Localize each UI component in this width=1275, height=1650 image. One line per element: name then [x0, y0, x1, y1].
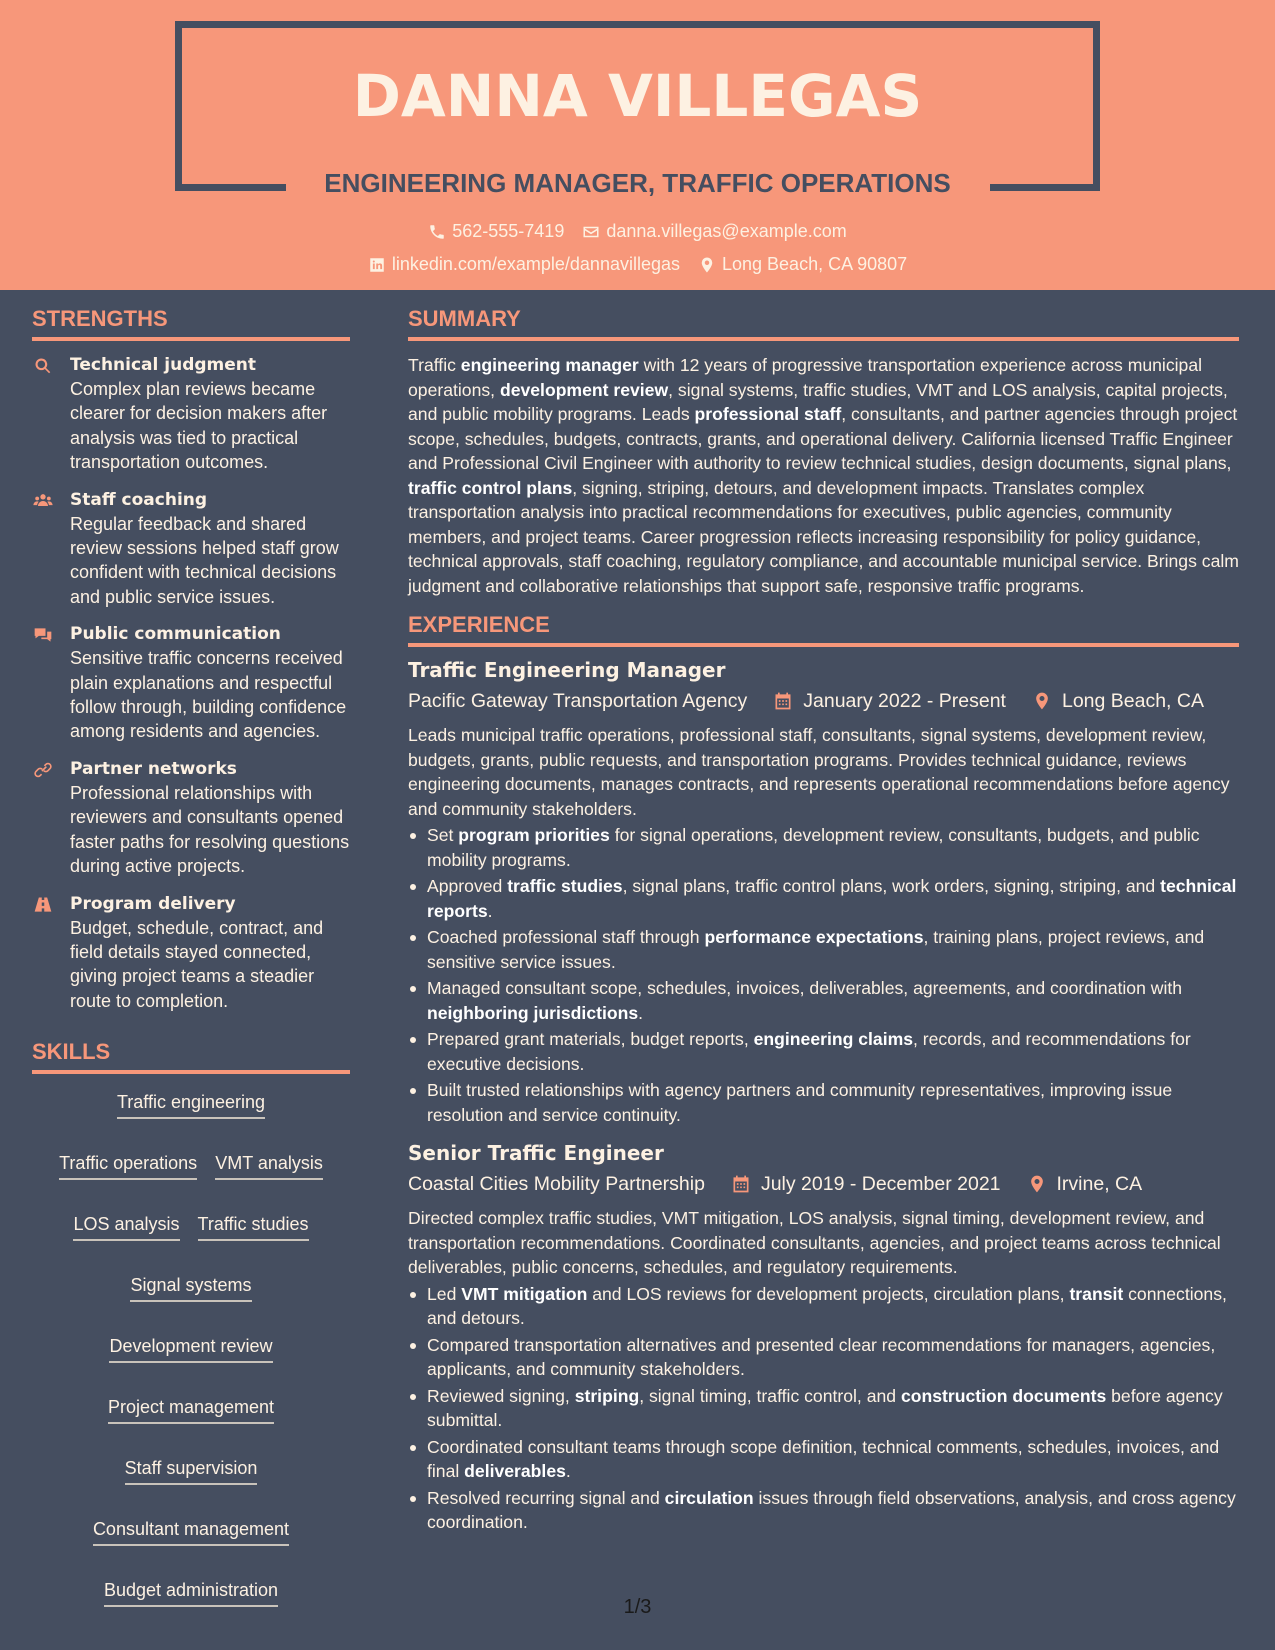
bold-phrase: construction documents	[900, 1385, 1107, 1406]
summary-text: Traffic engineering manager with 12 years of progressive transportation experience across municipal operations, development review, signal systems, traffic studies, VMT and LOS analysis, capital projects, and public mobility programs. Leads professional staff, consultants, and partner agencies through project scope, schedules, budgets, contracts, grants, and operational delivery. California licensed Traffic Engineer and Professional Civil Engineer with authority to review technical studies, design documents, signal plans, traffic control plans, signing, striping, detours, and development impacts. Translates complex transportation analysis into practical recommendations for executives, public agencies, community members, and project teams. Career progression reflects increasing responsibility for policy guidance, technical approvals, staff coaching, regulatory compliance, and accountable municipal service. Brings calm judgment and collaborative relationships that support safe, responsive traffic programs.	[408, 355, 1239, 596]
strength-title: Program delivery	[70, 893, 236, 914]
contact-row-1	[0, 221, 1275, 242]
strength-item	[32, 757, 350, 879]
calendar-icon	[731, 1174, 751, 1194]
bold-phrase: professional staff	[694, 404, 842, 424]
skill-tag: LOS analysis	[73, 1212, 179, 1241]
job-dates: January 2022 - Present	[803, 690, 1006, 712]
link-icon	[32, 760, 54, 780]
job-dates: July 2019 - December 2021	[760, 1173, 1001, 1195]
strengths-heading: STRENGTHS	[32, 306, 350, 341]
job-bullet: Led VMT mitigation and LOS reviews for development projects, circulation plans, transit connections, and detours.	[408, 1282, 1239, 1331]
job-meta	[408, 1170, 1239, 1198]
location-text: Long Beach, CA 90807	[722, 254, 908, 274]
job-description: Leads municipal traffic operations, professional staff, consultants, signal systems, development review, budgets, grants, public requests, and transportation programs. Provides technical guidance, reviews engineering documents, manages contracts, and represents operational recommendations before agency and community stakeholders.	[408, 725, 1230, 819]
page-number: 1/3	[623, 1596, 652, 1618]
strength-item	[32, 892, 350, 1014]
candidate-title: ENGINEERING MANAGER, TRAFFIC OPERATIONS	[324, 168, 951, 198]
job-entry	[408, 656, 1239, 1127]
map-pin-icon	[698, 256, 716, 274]
experience-heading: EXPERIENCE	[408, 612, 1239, 647]
bold-phrase: neighboring jurisdictions	[427, 1002, 639, 1023]
job-company: Pacific Gateway Transportation Agency	[408, 690, 748, 712]
bold-phrase: traffic control plans	[408, 477, 573, 498]
right-column	[408, 306, 1239, 1537]
bold-phrase: transit	[1069, 1283, 1124, 1304]
job-bullet: Reviewed signing, striping, signal timing, traffic control, and construction documents before agency submittal.	[408, 1384, 1239, 1433]
summary-heading: SUMMARY	[408, 306, 1239, 341]
job-entry	[408, 1139, 1239, 1535]
skill-tag: Consultant management	[93, 1517, 289, 1546]
bold-phrase: engineering manager	[460, 355, 639, 375]
strength-text: Professional relationships with reviewers and consultants opened faster paths for resolving questions during active projects.	[70, 782, 350, 877]
job-description: Directed complex traffic studies, VMT mitigation, LOS analysis, signal timing, development review, and transportation recommendations. Coordinated consultants, agencies, and project teams across technical deliverables, public concerns, schedules, and regulatory requirements.	[408, 1208, 1221, 1277]
job-bullet: Compared transportation alternatives and presented clear recommendations for managers, agencies, applicants, and community stakeholders.	[408, 1333, 1239, 1382]
strength-title: Technical judgment	[70, 355, 257, 375]
map-pin-icon	[1027, 1174, 1047, 1194]
bold-phrase: program priorities	[458, 825, 610, 845]
job-bullet: Managed consultant scope, schedules, invoices, deliverables, agreements, and coordination with neighboring jurisdictions.	[408, 976, 1239, 1025]
job-location: Long Beach, CA	[1061, 690, 1204, 712]
strength-title: Public communication	[70, 624, 281, 645]
candidate-name: DANNA VILLEGAS	[352, 62, 923, 130]
skills-heading: SKILLS	[32, 1039, 350, 1074]
strength-text: Sensitive traffic concerns received plain explanations and respectful follow through, building confidence among residents and agencies.	[70, 648, 347, 742]
search-icon	[32, 356, 54, 376]
strength-text: Complex plan reviews became clearer for decision makers after analysis was tied to practical transportation outcomes.	[70, 379, 328, 473]
bold-phrase: traffic studies	[507, 876, 623, 896]
strength-item	[32, 488, 350, 610]
email-text: danna.villegas@example.com	[606, 221, 847, 241]
job-bullet: Coordinated consultant teams through scope definition, technical comments, schedules, invoices, and final deliverables.	[408, 1435, 1239, 1484]
linkedin-text: linkedin.com/example/dannavillegas	[391, 254, 680, 274]
calendar-icon	[773, 691, 793, 711]
bold-phrase: engineering claims	[753, 1029, 914, 1049]
job-bullets	[408, 823, 1239, 1127]
job-bullet: Prepared grant materials, budget reports, engineering claims, records, and recommendations for executive decisions.	[408, 1027, 1239, 1076]
contact-row-2	[0, 254, 1275, 275]
job-bullet: Built trusted relationships with agency partners and community representatives, improving issue resolution and service continuity.	[408, 1078, 1239, 1127]
phone-icon	[428, 223, 446, 241]
skill-tag: Project management	[108, 1395, 274, 1424]
strength-item	[32, 353, 350, 475]
job-company: Coastal Cities Mobility Partnership	[408, 1173, 705, 1195]
linkedin-icon	[368, 256, 386, 274]
strength-title: Staff coaching	[70, 489, 208, 510]
users-icon	[32, 491, 54, 511]
skill-tag: VMT analysis	[215, 1151, 323, 1180]
job-bullet: Set program priorities for signal operations, development review, consultants, budgets, and public mobility programs.	[408, 823, 1239, 872]
strength-text: Budget, schedule, contract, and field details stayed connected, giving project teams a steadier route to completion.	[70, 917, 324, 1011]
job-meta	[408, 687, 1239, 715]
left-column	[32, 306, 350, 1607]
map-pin-icon	[1032, 691, 1052, 711]
skill-tag: Staff supervision	[125, 1456, 258, 1485]
resume-header	[0, 0, 1275, 290]
job-bullet: Coached professional staff through performance expectations, training plans, project reviews, and sensitive service issues.	[408, 925, 1239, 974]
strength-item	[32, 622, 350, 744]
contact-phone[interactable]	[428, 221, 564, 242]
contact-email[interactable]	[582, 221, 846, 242]
skill-tag: Development review	[109, 1334, 272, 1363]
bold-phrase: circulation	[664, 1487, 754, 1508]
contact-linkedin[interactable]	[368, 254, 680, 275]
strength-title: Partner networks	[70, 758, 237, 779]
job-bullets	[408, 1282, 1239, 1535]
skill-tag: Budget administration	[104, 1578, 278, 1607]
bold-phrase: performance expectations	[704, 927, 924, 947]
bold-phrase: development review	[499, 379, 669, 400]
job-bullet: Resolved recurring signal and circulation issues through field observations, analysis, and cross agency coordination.	[408, 1486, 1239, 1535]
job-bullet: Approved traffic studies, signal plans, traffic control plans, work orders, signing, striping, and technical reports.	[408, 874, 1239, 923]
contact-location	[698, 254, 907, 275]
skill-tag: Signal systems	[130, 1273, 251, 1302]
bold-phrase: deliverables	[464, 1461, 566, 1481]
job-role: Traffic Engineering Manager	[408, 658, 726, 682]
envelope-icon	[582, 223, 600, 241]
skill-tag: Traffic engineering	[117, 1090, 265, 1119]
skill-tag: Traffic operations	[59, 1151, 197, 1180]
skill-tag: Traffic studies	[198, 1212, 309, 1241]
comments-icon	[32, 625, 54, 645]
job-location: Irvine, CA	[1056, 1173, 1143, 1195]
phone-text: 562-555-7419	[452, 221, 565, 241]
bold-phrase: technical reports	[427, 876, 1237, 921]
strength-text: Regular feedback and shared review sessions helped staff grow confident with technical decisions and public service issues.	[70, 513, 339, 607]
bold-phrase: VMT mitigation	[461, 1283, 588, 1304]
road-icon	[32, 895, 54, 915]
skills-list	[32, 1086, 350, 1607]
job-role: Senior Traffic Engineer	[408, 1141, 664, 1165]
bold-phrase: striping	[574, 1385, 640, 1406]
